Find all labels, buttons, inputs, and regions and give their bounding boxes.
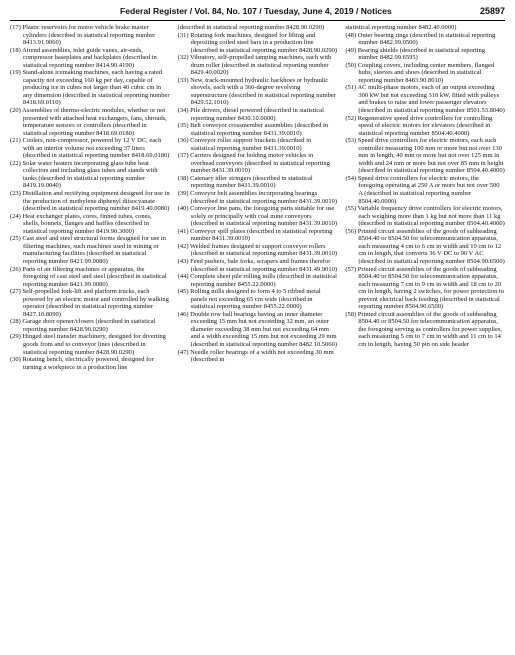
list-item: (22) Solar water heaters incorporating glass tube heat collectors and including glass tubes and stands with tanks (described in statistical reporting number 8419.19.0040) xyxy=(10,159,158,190)
list-item: statistical reporting number 8482.40.0000) xyxy=(345,24,457,31)
list-item: (38) Catenary idler stringers (described in statistical reporting number 8431.39.0010) xyxy=(177,174,313,190)
list-item: (described in statistical reporting number 8428.90.0290) xyxy=(177,24,325,31)
list-item: (31) Rotating fork machines, designed for lifting and depositing coiled steel bars in a production line (described in statistical reporting number 8428.90.0290) xyxy=(177,31,338,54)
list-item: (27) Self-propelled fork-lift and platform trucks, each powered by an electric motor and controlled by walking operator (described in statistical reporting number 8427.10.8090) xyxy=(10,288,169,318)
list-item: (20) Assemblies of thermo-electric modules, whether or not presented with attached heat exchangers, fans, shrouds, temperature sensors or controllers (described in statistical reporting number 8418.69.0180) xyxy=(10,107,167,137)
column-middle xyxy=(178,24,338,371)
list-item: (30) Rotating bench, electrically powered, designed for turning a workpiece in a production line xyxy=(10,356,154,371)
list-item: (37) Carriers designed for holding motor vehicles in overhead conveyors (described in statistical reporting number 8431.39.0010) xyxy=(177,152,330,175)
list-item: (53) Speed drive controllers for electric motors, each such controller measuring 100 mm or more but not over 130 mm in length, 40 mm or more but not over 125 mm in width and 24 mm or more but not over 85 mm in height (described in statistical reporting number 8504.40.4000) xyxy=(345,137,505,175)
list-item: (44) Complete sheet pile rolling mills (described in statistical reporting number 8455.22.0000) xyxy=(177,273,337,288)
list-item: (45) Rolling mills designed to form 4 to 5 ribbed metal panels not exceeding 65 cm wide (described in statistical reporting number 8455.22.0000) xyxy=(177,288,321,311)
list-item: (33) New, track-mounted hydraulic backhoes or hydraulic shovels, each with a 360-degree revolving superstructure (described in statistical reporting number 8429.52.1010) xyxy=(177,76,336,107)
page-number: 25897 xyxy=(479,6,505,16)
list-item: (34) Pile drivers, diesel powered (described in statistical reporting number 8430.10.0000) xyxy=(177,107,324,122)
list-item: (57) Printed circuit assemblies of the goods of subheading 8504.40 or 8504.50 for telecommunication apparatus, each measuring 7 cm to 9 cm in width and 18 cm to 20 cm in length, having 2 switches, for power protection to prevent electrical back feeding (described in statistical reporting number 8504.90.6500) xyxy=(345,265,505,311)
column-right xyxy=(345,24,505,371)
list-item: (25) Cast steel and steel structural forms designed for use in filtering machines, such machines used in mining or manufacturing facilities (described in statistical reporting number 8421.99.0080) xyxy=(10,235,166,265)
column-left xyxy=(10,24,170,371)
list-item: (51) AC multi-phase motors, each of an output exceeding 300 kW but not exceeding 310 kW, fitted with pulleys and brakes to raise and lower passenger elevators (described in statistical reporting number 8501.53.8040) xyxy=(345,84,505,115)
list-item: (55) Variable frequency drive controllers for electric motors, each weighing more than 1 kg but not more than 11 kg (described in statistical reporting number 8504.40.4000) xyxy=(345,205,505,228)
list-item: (41) Conveyor spill plates (described in statistical reporting number 8431.39.0010) xyxy=(177,227,333,243)
list-item: (42) Welded frames designed to support conveyor rollers (described in statistical reporting number 8431.39.0010) xyxy=(177,242,338,258)
list-item: (28) Garage door opener/closers (described in statistical reporting number 8428.90.0290) xyxy=(10,318,156,333)
list-item: (43) Feed pushers, bale forks, scrapers and frames therefor (described in statistical reporting number 8431.49.9010) xyxy=(177,257,338,273)
list-item: (50) Coupling covers, including center members, flanged hubs, sleeves and shoes (described in statistical reporting number 8483.90.8010) xyxy=(345,61,495,84)
list-item: (26) Parts of air filtering machines or apparatus, the foregoing of cast steel and steel (described in statistical reporting number 8421.99.0080) xyxy=(10,265,167,288)
text-columns xyxy=(10,24,505,371)
list-item: (58) Printed circuit assemblies of the goods of subheading 8504.40 or 8504.50 for telecommunication apparatus, the foregoing serving as controllers for power supplies, each measuring 5 cm to 7 cm in width and 11 cm to 14 cm in length, having 50 pin on side header xyxy=(345,310,503,348)
list-item: (47) Needle roller bearings of a width not exceeding 30 mm (described in xyxy=(177,348,334,364)
list-item: (32) Vibratory, self-propelled tamping machines, each with drum roller (described in statistical reporting number 8429.40.0020) xyxy=(177,54,332,77)
list-item: (18) Airend assemblies, inlet guide vanes, air-ends, compressor baseplates and backplates (described in statistical reporting number 8414.90.4190) xyxy=(10,46,157,69)
list-item: (36) Conveyor roller support brackets (described in statistical reporting number 8431.39.0010) xyxy=(177,137,312,152)
register-citation: Federal Register / Vol. 84, No. 107 / Tuesday, June 4, 2019 / Notices xyxy=(120,6,392,16)
list-item: (19) Stand-alone icemaking machines, each having a rated capacity not exceeding 160 kg per day, capable of producing ice in cubes not larger than 40 cubic cm in any dimension (described in statistical reporting number 8418.69.0110) xyxy=(10,69,170,107)
list-item: (46) Double row ball bearings having an inner diameter exceeding 15 mm but not exceeding 32 mm, an outer diameter exceeding 38 mm but not exceeding 64 mm and a width exceeding 15 mm but not exceeding 29 mm (described in statistical reporting number 8482.10.5060) xyxy=(177,310,338,348)
page-header xyxy=(10,6,505,21)
list-item: (23) Distillation and rectifying equipment designed for use in the production of methylene diphenyl diisocyanate (described in statistical reporting number 8419.40.0080) xyxy=(10,190,170,213)
list-item: (29) Hinged steel transfer machinery, designed for diverting goods from and to conveyor lines (described in statistical reporting number 8428.90.0290) xyxy=(10,333,166,356)
list-item: (49) Bearing shields (described in statistical reporting number 8482.99.6595) xyxy=(345,46,486,62)
list-item: (56) Printed circuit assemblies of the goods of subheading 8504.40 or 8504.50 for telecommunication apparatus, each measuring 4 cm to 6 cm in width and 10 cm to 12 cm in length, that converts 36 V DC to 90 V AC (described in statistical reporting number 8504.90.6500) xyxy=(345,227,505,265)
list-item: (54) Speed drive controllers for electric motors, the foregoing operating at 250 A or more but not over 500 A (described in statistical reporting number 8504.40.0000) xyxy=(345,174,500,205)
list-item: (40) Conveyor line pans, the foregoing parts suitable for use solely or principally with coal mine conveyors (described in statistical reporting number 8431.39.0010) xyxy=(177,205,338,228)
list-item: (21) Coolers, non-compressor, powered by 12 V DC, each with an interior volume not exceeding 37 liters (described in statistical reporting number 8418.69.0180) xyxy=(10,137,170,160)
list-item: (24) Heat exchanger plates, cores, finned tubes, cones, shells, bonnets, flanges and baffles (described in statistical reporting number 8419.90.3000) xyxy=(10,212,152,235)
list-item: (17) Plastic reservoirs for motor vehicle brake master cylinders (described in statistical reporting number 8413.91.9060) xyxy=(10,24,156,47)
list-item: (52) Regenerative speed drive controllers for controlling speed of electric motors for elevators (described in statistical reporting number 8504.40.4000) xyxy=(345,114,493,137)
list-item: (39) Conveyor belt assemblies incorporating bearings (described in statistical reporting number 8431.39.0010) xyxy=(177,190,338,205)
list-item: (48) Outer bearing rings (described in statistical reporting number 8482.99.0500) xyxy=(345,31,496,47)
list-item: (35) Belt conveyor crossmember assemblies (described in statistical reporting number 8431.39.0010) xyxy=(177,122,329,137)
